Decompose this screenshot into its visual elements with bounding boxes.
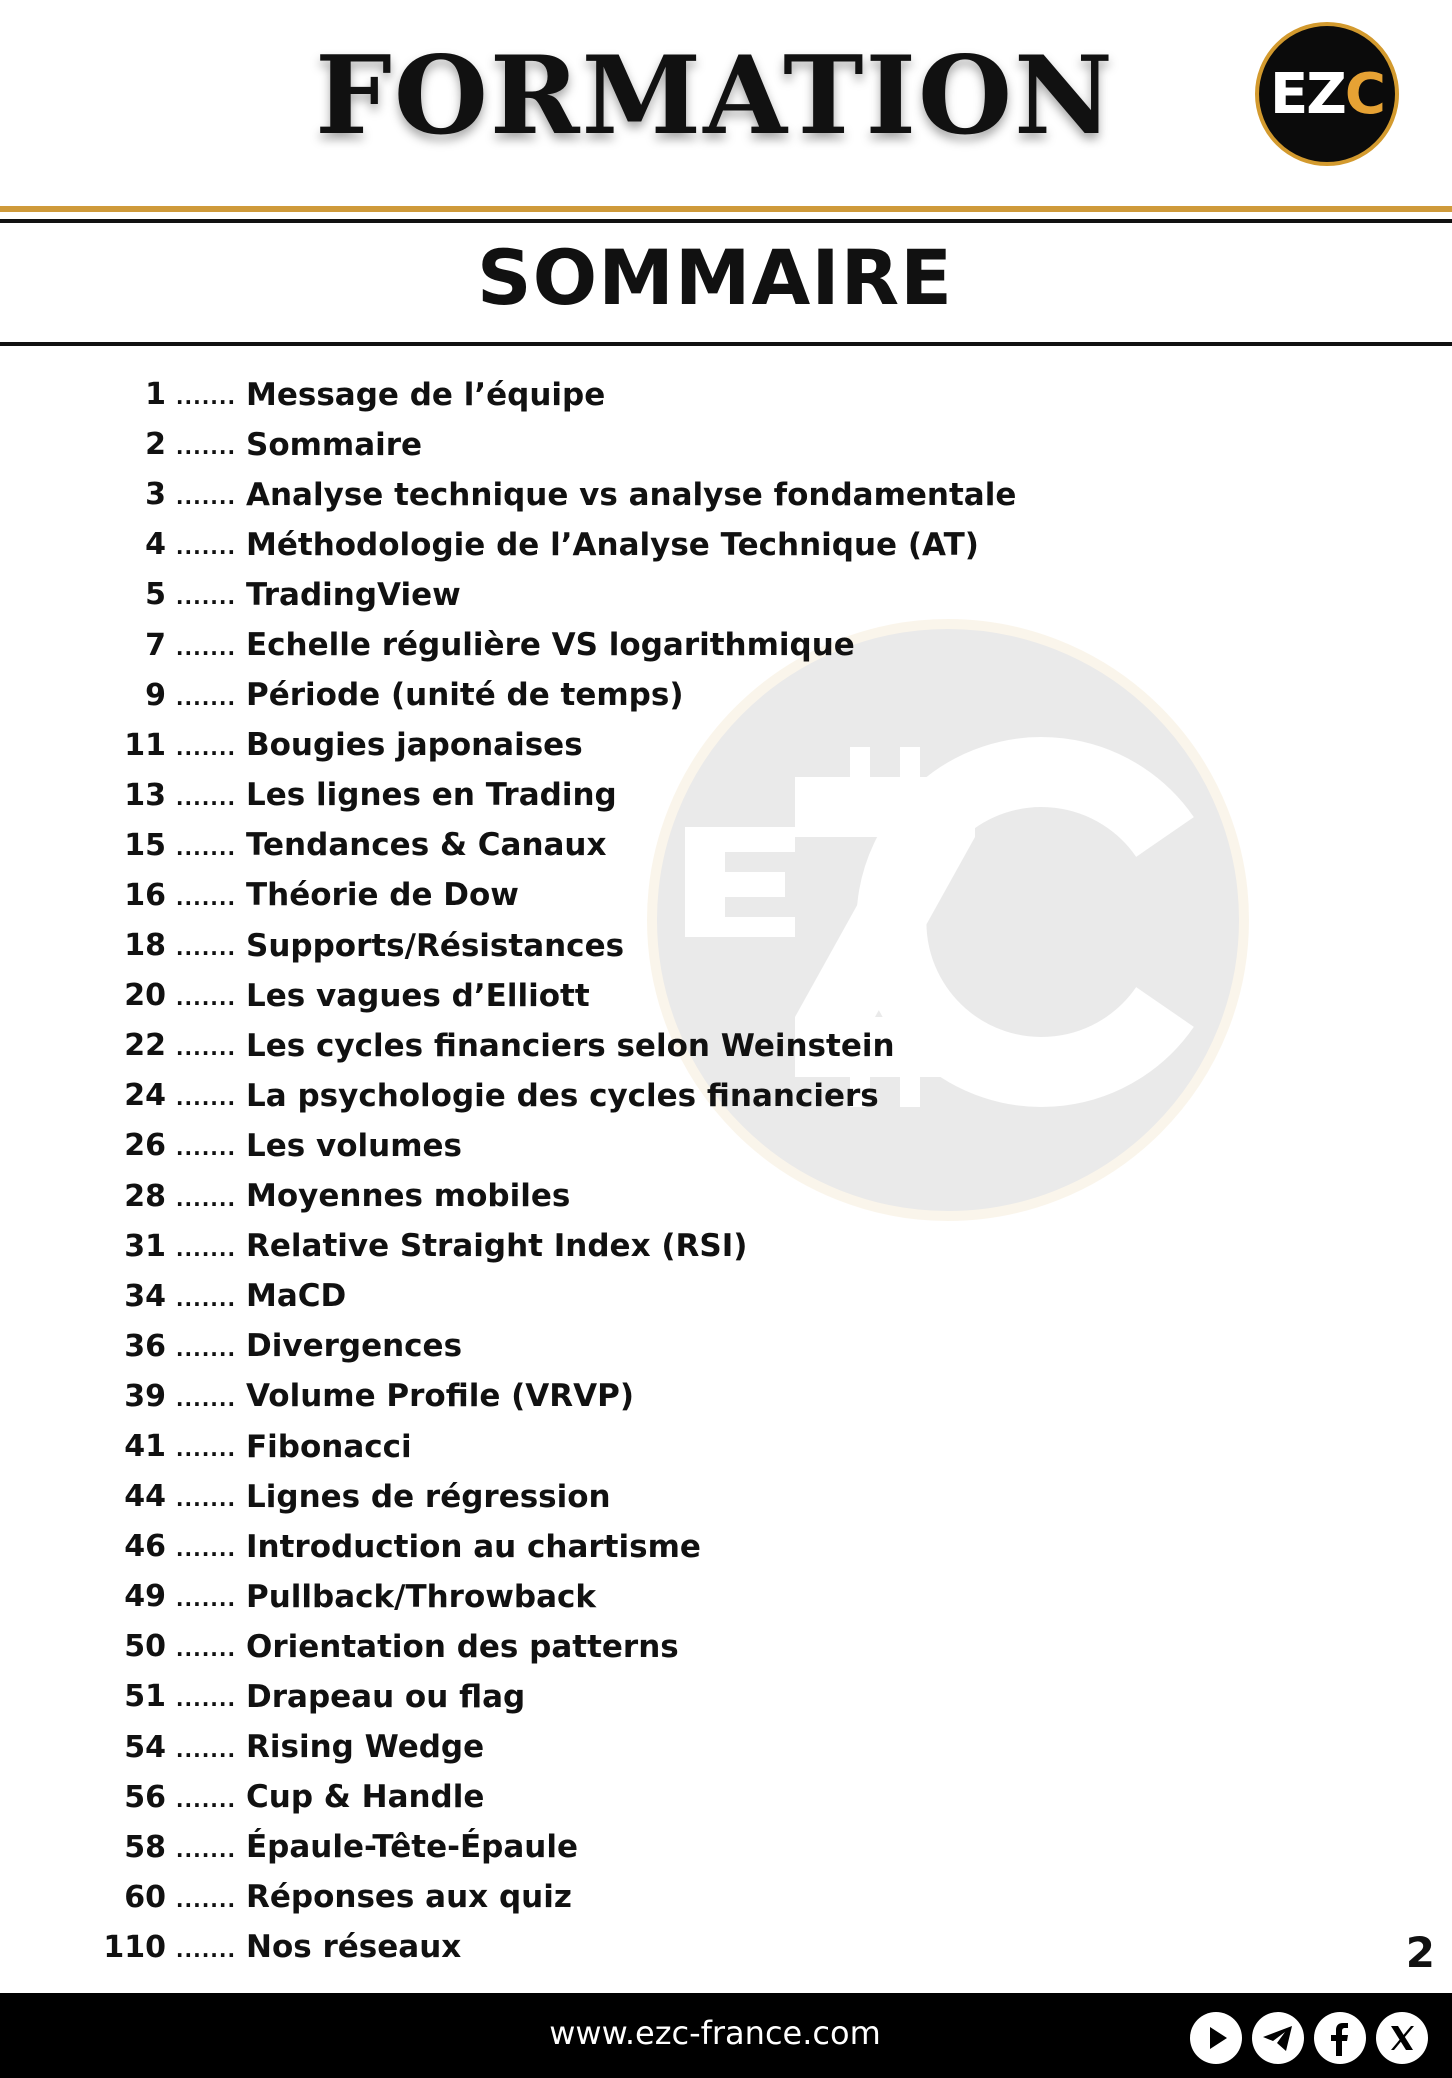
gold-divider: [0, 206, 1452, 212]
toc-page-number: 24: [124, 1078, 166, 1114]
toc-page-number: 39: [124, 1378, 166, 1414]
toc-entry-title: Introduction au chartisme: [246, 1528, 701, 1565]
toc-entry[interactable]: [0, 370, 1300, 420]
toc-entry[interactable]: [0, 1773, 1300, 1823]
toc-leader-dots: .......: [175, 1837, 237, 1862]
toc-page-number: 1: [145, 377, 166, 413]
x-icon[interactable]: [1376, 2012, 1428, 2064]
toc-page-number: 50: [124, 1629, 166, 1665]
toc-page-number: 4: [145, 527, 166, 563]
toc-entry-title: Pullback/Throwback: [246, 1578, 597, 1615]
footer: [0, 1993, 1452, 2078]
toc-leader-dots: .......: [175, 635, 237, 660]
logo-text-accent: C: [1344, 61, 1384, 127]
toc-page-number: 16: [124, 877, 166, 913]
toc-page-number: 51: [124, 1679, 166, 1715]
toc-entry-title: Théorie de Dow: [246, 877, 519, 914]
toc-page-number: 20: [124, 978, 166, 1014]
toc-entry-title: Volume Profile (VRVP): [246, 1378, 635, 1415]
logo-text-main: EZ: [1270, 61, 1345, 127]
toc-entry[interactable]: [0, 1222, 1300, 1272]
toc-leader-dots: .......: [175, 1737, 237, 1762]
toc-leader-dots: .......: [175, 585, 237, 610]
toc-page-number: 36: [124, 1328, 166, 1364]
toc-entry-title: Les volumes: [246, 1127, 463, 1164]
toc-entry-title: Supports/Résistances: [246, 927, 625, 964]
toc-entry-title: Cup & Handle: [246, 1779, 485, 1816]
telegram-icon[interactable]: [1252, 2012, 1304, 2064]
toc-entry[interactable]: [0, 771, 1300, 821]
youtube-icon[interactable]: [1190, 2012, 1242, 2064]
facebook-icon[interactable]: [1314, 2012, 1366, 2064]
toc-entry[interactable]: [0, 1672, 1300, 1722]
toc-page-number: 110: [103, 1929, 166, 1965]
bottom-divider: [0, 342, 1452, 346]
toc-leader-dots: .......: [175, 1136, 237, 1161]
document-title: FORMATION: [315, 33, 1115, 159]
toc-entry[interactable]: [0, 1071, 1300, 1121]
toc-entry-title: Relative Straight Index (RSI): [246, 1228, 748, 1265]
ezc-logo: [1255, 22, 1399, 166]
toc-page-number: 49: [124, 1579, 166, 1615]
toc-page-number: 11: [124, 727, 166, 763]
logo-text: [1270, 62, 1384, 127]
toc-page-number: 7: [145, 627, 166, 663]
toc-leader-dots: .......: [175, 835, 237, 860]
toc-entry[interactable]: [0, 1923, 1300, 1973]
toc-entry[interactable]: [0, 1121, 1300, 1171]
toc-page-number: 5: [145, 577, 166, 613]
top-divider: [0, 219, 1452, 223]
toc-leader-dots: .......: [175, 1236, 237, 1261]
toc-entry[interactable]: [0, 871, 1300, 921]
toc-entry[interactable]: [0, 1572, 1300, 1622]
toc-entry[interactable]: [0, 1472, 1300, 1522]
toc-leader-dots: .......: [175, 1687, 237, 1712]
toc-leader-dots: .......: [175, 785, 237, 810]
toc-entry[interactable]: [0, 921, 1300, 971]
toc-entry-title: Lignes de régression: [246, 1478, 611, 1515]
toc-entry[interactable]: [0, 1172, 1300, 1222]
toc-page-number: 41: [124, 1429, 166, 1465]
toc-entry-title: Fibonacci: [246, 1428, 412, 1465]
toc-leader-dots: .......: [175, 986, 237, 1011]
toc-page-number: 56: [124, 1779, 166, 1815]
toc-leader-dots: .......: [175, 1787, 237, 1812]
toc-entry[interactable]: [0, 1272, 1300, 1322]
toc-entry-title: Message de l’équipe: [246, 376, 606, 413]
toc-page-number: 22: [124, 1028, 166, 1064]
toc-entry[interactable]: [0, 1723, 1300, 1773]
toc-entry-title: Nos réseaux: [246, 1929, 462, 1966]
toc-entry-title: Echelle régulière VS logarithmique: [246, 627, 855, 664]
toc-leader-dots: .......: [175, 1887, 237, 1912]
toc-page-number: 34: [124, 1278, 166, 1314]
toc-entry[interactable]: [0, 1823, 1300, 1873]
toc-entry[interactable]: [0, 821, 1300, 871]
toc-leader-dots: .......: [175, 1487, 237, 1512]
table-of-contents: [0, 370, 1300, 1973]
toc-page-number: 26: [124, 1128, 166, 1164]
toc-page-number: 28: [124, 1178, 166, 1214]
toc-page-number: 46: [124, 1529, 166, 1565]
toc-leader-dots: .......: [175, 385, 237, 410]
toc-entry-title: Les vagues d’Elliott: [246, 977, 590, 1014]
toc-leader-dots: .......: [175, 1937, 237, 1962]
toc-entry[interactable]: [0, 1873, 1300, 1923]
toc-entry-title: MaCD: [246, 1278, 347, 1315]
toc-entry[interactable]: [0, 420, 1300, 470]
toc-entry-title: Méthodologie de l’Analyse Technique (AT): [246, 526, 979, 563]
toc-entry[interactable]: [0, 520, 1300, 570]
toc-entry[interactable]: [0, 671, 1300, 721]
toc-entry[interactable]: [0, 721, 1300, 771]
toc-leader-dots: .......: [175, 1437, 237, 1462]
toc-entry[interactable]: [0, 1322, 1300, 1372]
toc-entry[interactable]: [0, 620, 1300, 670]
toc-entry-title: Les cycles financiers selon Weinstein: [246, 1027, 895, 1064]
toc-entry[interactable]: [0, 971, 1300, 1021]
toc-page-number: 2: [145, 427, 166, 463]
toc-leader-dots: .......: [175, 685, 237, 710]
toc-page-number: 54: [124, 1729, 166, 1765]
toc-entry[interactable]: [0, 470, 1300, 520]
toc-leader-dots: .......: [175, 1336, 237, 1361]
toc-entry-title: Moyennes mobiles: [246, 1178, 571, 1215]
toc-entry-title: Les lignes en Trading: [246, 777, 617, 814]
toc-page-number: 60: [124, 1879, 166, 1915]
toc-entry-title: TradingView: [246, 576, 461, 613]
toc-entry-title: Rising Wedge: [246, 1729, 485, 1766]
toc-page-number: 31: [124, 1228, 166, 1264]
website-link[interactable]: www.ezc-france.com: [549, 2014, 881, 2052]
toc-leader-dots: .......: [175, 1587, 237, 1612]
toc-page-number: 13: [124, 777, 166, 813]
toc-entry-title: Analyse technique vs analyse fondamentale: [246, 476, 1017, 513]
toc-leader-dots: .......: [175, 1386, 237, 1411]
toc-entry-title: Drapeau ou flag: [246, 1678, 526, 1715]
toc-entry-title: Divergences: [246, 1328, 463, 1365]
toc-entry[interactable]: [0, 1372, 1300, 1422]
toc-entry[interactable]: [0, 1422, 1300, 1472]
toc-entry-title: Période (unité de temps): [246, 677, 684, 714]
toc-leader-dots: .......: [175, 936, 237, 961]
toc-leader-dots: .......: [175, 1286, 237, 1311]
toc-entry-title: Orientation des patterns: [246, 1628, 679, 1665]
toc-entry[interactable]: [0, 1021, 1300, 1071]
toc-leader-dots: .......: [175, 1637, 237, 1662]
toc-leader-dots: .......: [175, 535, 237, 560]
toc-entry-title: Réponses aux quiz: [246, 1879, 572, 1916]
toc-entry-title: Sommaire: [246, 426, 423, 463]
toc-page-number: 3: [145, 477, 166, 513]
toc-entry-title: Épaule-Tête-Épaule: [246, 1829, 578, 1866]
toc-leader-dots: .......: [175, 1537, 237, 1562]
toc-entry-title: Bougies japonaises: [246, 727, 583, 764]
toc-leader-dots: .......: [175, 735, 237, 760]
toc-entry-title: La psychologie des cycles financiers: [246, 1077, 879, 1114]
toc-entry[interactable]: [0, 1522, 1300, 1572]
toc-page-number: 15: [124, 827, 166, 863]
toc-leader-dots: .......: [175, 885, 237, 910]
toc-leader-dots: .......: [175, 1086, 237, 1111]
page-number: 2: [1405, 1928, 1435, 1977]
toc-leader-dots: .......: [175, 485, 237, 510]
toc-leader-dots: .......: [175, 1186, 237, 1211]
toc-leader-dots: .......: [175, 435, 237, 460]
toc-page-number: 44: [124, 1479, 166, 1515]
section-title: SOMMAIRE: [476, 233, 954, 322]
toc-leader-dots: .......: [175, 1036, 237, 1061]
toc-entry[interactable]: [0, 1622, 1300, 1672]
toc-page-number: 9: [145, 677, 166, 713]
toc-entry-title: Tendances & Canaux: [246, 827, 607, 864]
toc-page-number: 18: [124, 928, 166, 964]
toc-entry[interactable]: [0, 570, 1300, 620]
toc-page-number: 58: [124, 1829, 166, 1865]
